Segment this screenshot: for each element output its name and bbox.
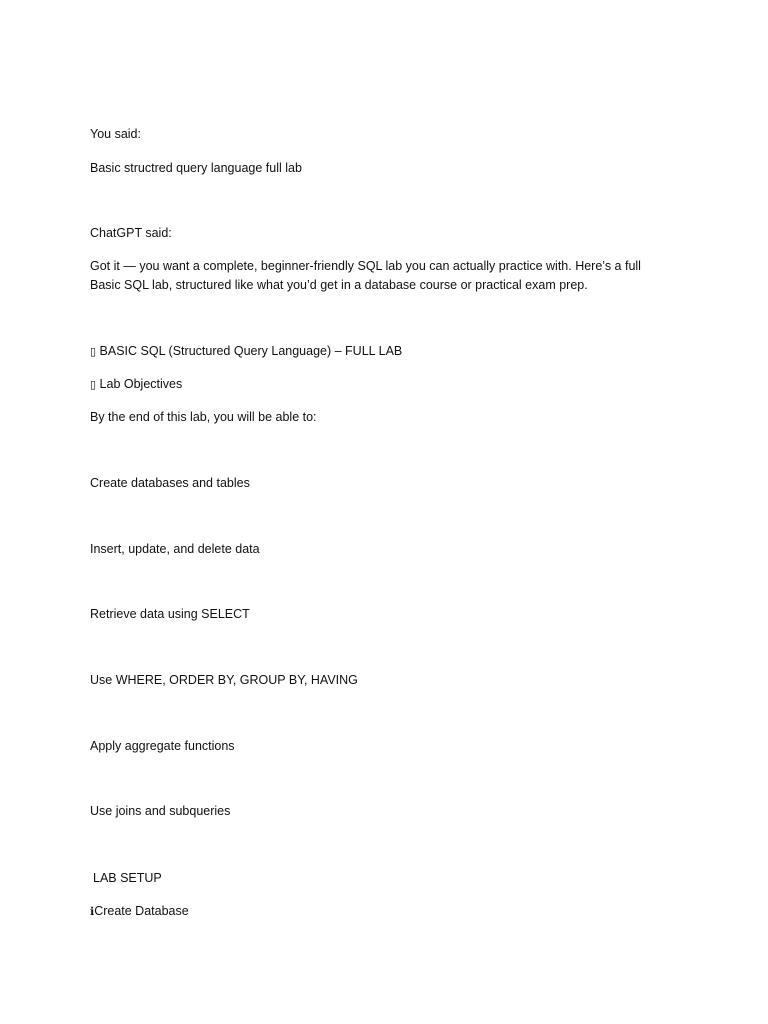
objectives-heading [90,375,182,394]
intro-line-1: Got it — you want a complete, beginner-friendly SQL lab you can actually practice with. Here’s a full [90,259,641,273]
assistant-label: ChatGPT said: [90,226,172,240]
lab-title [90,342,402,361]
objective-item: Apply aggregate functions [90,739,235,753]
info-icon: ℹ [90,905,95,918]
step-1-label: Create Database [94,904,189,918]
objective-item: Use WHERE, ORDER BY, GROUP BY, HAVING [90,673,358,687]
step-1-heading [90,902,189,921]
setup-heading: LAB SETUP [93,871,162,885]
missing-glyph-icon: ▯ [90,345,97,358]
user-message: Basic structred query language full lab [90,161,302,175]
objective-item: Retrieve data using SELECT [90,607,250,621]
objectives-intro: By the end of this lab, you will be able to: [90,410,317,424]
user-label: You said: [90,127,141,141]
objective-item: Create databases and tables [90,476,250,490]
lab-title-text: BASIC SQL (Structured Query Language) – FULL LAB [99,344,403,358]
objective-item: Insert, update, and delete data [90,542,260,556]
intro-line-2: Basic SQL lab, structured like what you’d get in a database course or practical exam prep. [90,278,588,292]
objectives-heading-text: Lab Objectives [99,377,183,391]
objective-item: Use joins and subqueries [90,804,231,818]
missing-glyph-icon: ▯ [90,378,97,391]
